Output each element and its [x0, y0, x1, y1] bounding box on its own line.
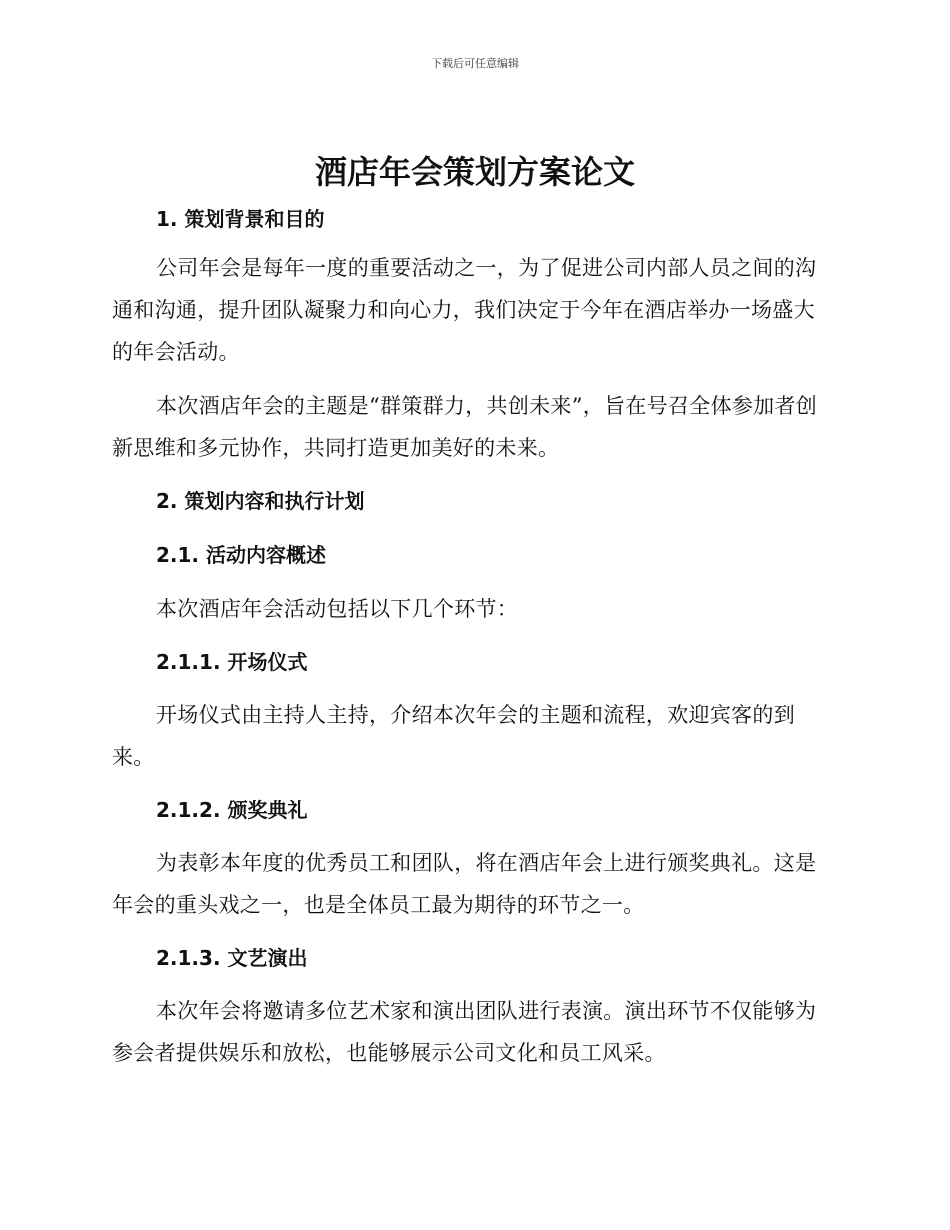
section-2-1-3-heading: 2.1.3. 文艺演出 — [156, 946, 308, 970]
section-2-1-1-paragraph: 开场仪式由主持人主持，介绍本次年会的主题和流程，欢迎宾客的到来。 — [112, 703, 795, 769]
document-title: 酒店年会策划方案论文 — [314, 153, 635, 191]
section-2-1-paragraph: 本次酒店年会活动包括以下几个环节： — [156, 597, 519, 621]
header-note: 下载后可任意编辑 — [431, 57, 519, 70]
section-2-heading: 2. 策划内容和执行计划 — [156, 489, 365, 513]
section-2-1-3-paragraph: 本次年会将邀请多位艺术家和演出团队进行表演。演出环节不仅能够为参会者提供娱乐和放松，也能够展示公司文化和员工风采。 — [112, 999, 817, 1065]
section-2-1-1-heading: 2.1.1. 开场仪式 — [156, 650, 308, 674]
section-2-1-2-paragraph: 为表彰本年度的优秀员工和团队，将在酒店年会上进行颁奖典礼。这是年会的重头戏之一，也是全体员工最为期待的环节之一。 — [112, 851, 817, 917]
section-1-paragraph-1: 公司年会是每年一度的重要活动之一，为了促进公司内部人员之间的沟通和沟通，提升团队凝聚力和向心力，我们决定于今年在酒店举办一场盛大的年会活动。 — [112, 256, 817, 364]
section-2-1-2-heading: 2.1.2. 颁奖典礼 — [156, 798, 308, 822]
section-1-heading: 1. 策划背景和目的 — [156, 207, 325, 231]
document-body — [112, 199, 832, 1074]
section-2-1-heading: 2.1. 活动内容概述 — [156, 543, 326, 567]
section-1-paragraph-2: 本次酒店年会的主题是“群策群力，共创未来”，旨在号召全体参加者创新思维和多元协作，共同打造更加美好的未来。 — [112, 394, 818, 460]
